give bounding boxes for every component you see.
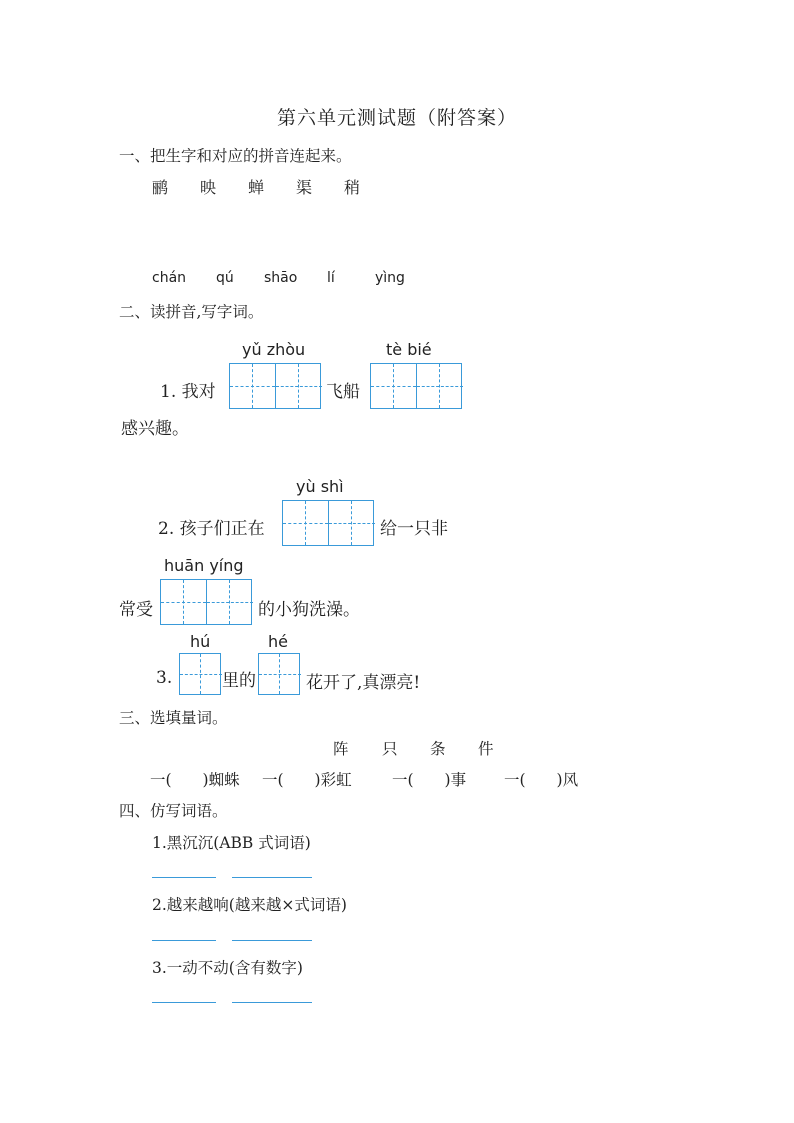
- pinyin-item: chán: [152, 270, 187, 286]
- fill-item[interactable]: 一( )蜘蛛: [150, 771, 240, 789]
- writing-grid[interactable]: [229, 363, 321, 409]
- answer-line[interactable]: [232, 1002, 312, 1003]
- sentence-text: 常受: [119, 600, 153, 620]
- answer-line[interactable]: [152, 877, 216, 878]
- fill-item[interactable]: 一( )彩虹: [262, 771, 352, 789]
- pinyin-item: lí: [327, 270, 335, 286]
- writing-grid[interactable]: [160, 579, 252, 625]
- answer-line[interactable]: [152, 940, 216, 941]
- writing-grid[interactable]: [370, 363, 462, 409]
- char-item: 映: [200, 178, 217, 197]
- writing-grid[interactable]: [282, 500, 374, 546]
- section-3-heading: 三、选填量词。: [119, 709, 228, 727]
- pinyin-item: qú: [216, 270, 234, 286]
- fill-item[interactable]: 一( )事: [392, 771, 467, 789]
- pinyin-label: huān yíng: [164, 556, 244, 575]
- sentence-text: 3.: [156, 668, 173, 688]
- sentence-text: 的小狗洗澡。: [258, 600, 360, 620]
- pinyin-label: hú: [190, 632, 211, 651]
- sentence-text: 1. 我对: [160, 382, 216, 402]
- fill-item[interactable]: 一( )风: [504, 771, 579, 789]
- pinyin-label: yù shì: [296, 477, 344, 496]
- imitation-item: 1.黑沉沉(ABB 式词语): [152, 834, 311, 852]
- answer-line[interactable]: [152, 1002, 216, 1003]
- section-2-heading: 二、读拼音,写字词。: [119, 303, 264, 321]
- option-word: 件: [478, 740, 494, 758]
- sentence-text: 给一只非: [380, 519, 448, 539]
- section-1-heading: 一、把生字和对应的拼音连起来。: [119, 147, 352, 165]
- sentence-text: 2. 孩子们正在: [158, 519, 265, 539]
- char-item: 稍: [344, 178, 361, 197]
- writing-grid[interactable]: [258, 653, 300, 695]
- sentence-text: 感兴趣。: [121, 419, 189, 439]
- section-4-heading: 四、仿写词语。: [119, 802, 228, 820]
- sentence-text: 飞船: [326, 382, 360, 402]
- option-word: 阵: [333, 740, 349, 758]
- page-title: 第六单元测试题（附答案）: [276, 107, 517, 129]
- option-word: 只: [382, 740, 398, 758]
- char-item: 渠: [296, 178, 313, 197]
- pinyin-label: hé: [268, 632, 288, 651]
- char-item: 蝉: [248, 178, 265, 197]
- pinyin-label: yǔ zhòu: [242, 340, 306, 359]
- pinyin-item: yìng: [375, 270, 405, 286]
- option-word: 条: [430, 740, 446, 758]
- pinyin-item: shāo: [264, 270, 298, 286]
- pinyin-label: tè bié: [386, 340, 432, 359]
- char-item: 鹂: [152, 178, 169, 197]
- answer-line[interactable]: [232, 877, 312, 878]
- sentence-text: 花开了,真漂亮!: [306, 673, 421, 693]
- imitation-item: 3.一动不动(含有数字): [152, 959, 303, 977]
- imitation-item: 2.越来越响(越来越×式词语): [152, 896, 347, 914]
- sentence-text: 里的: [222, 671, 256, 691]
- answer-line[interactable]: [232, 940, 312, 941]
- writing-grid[interactable]: [179, 653, 221, 695]
